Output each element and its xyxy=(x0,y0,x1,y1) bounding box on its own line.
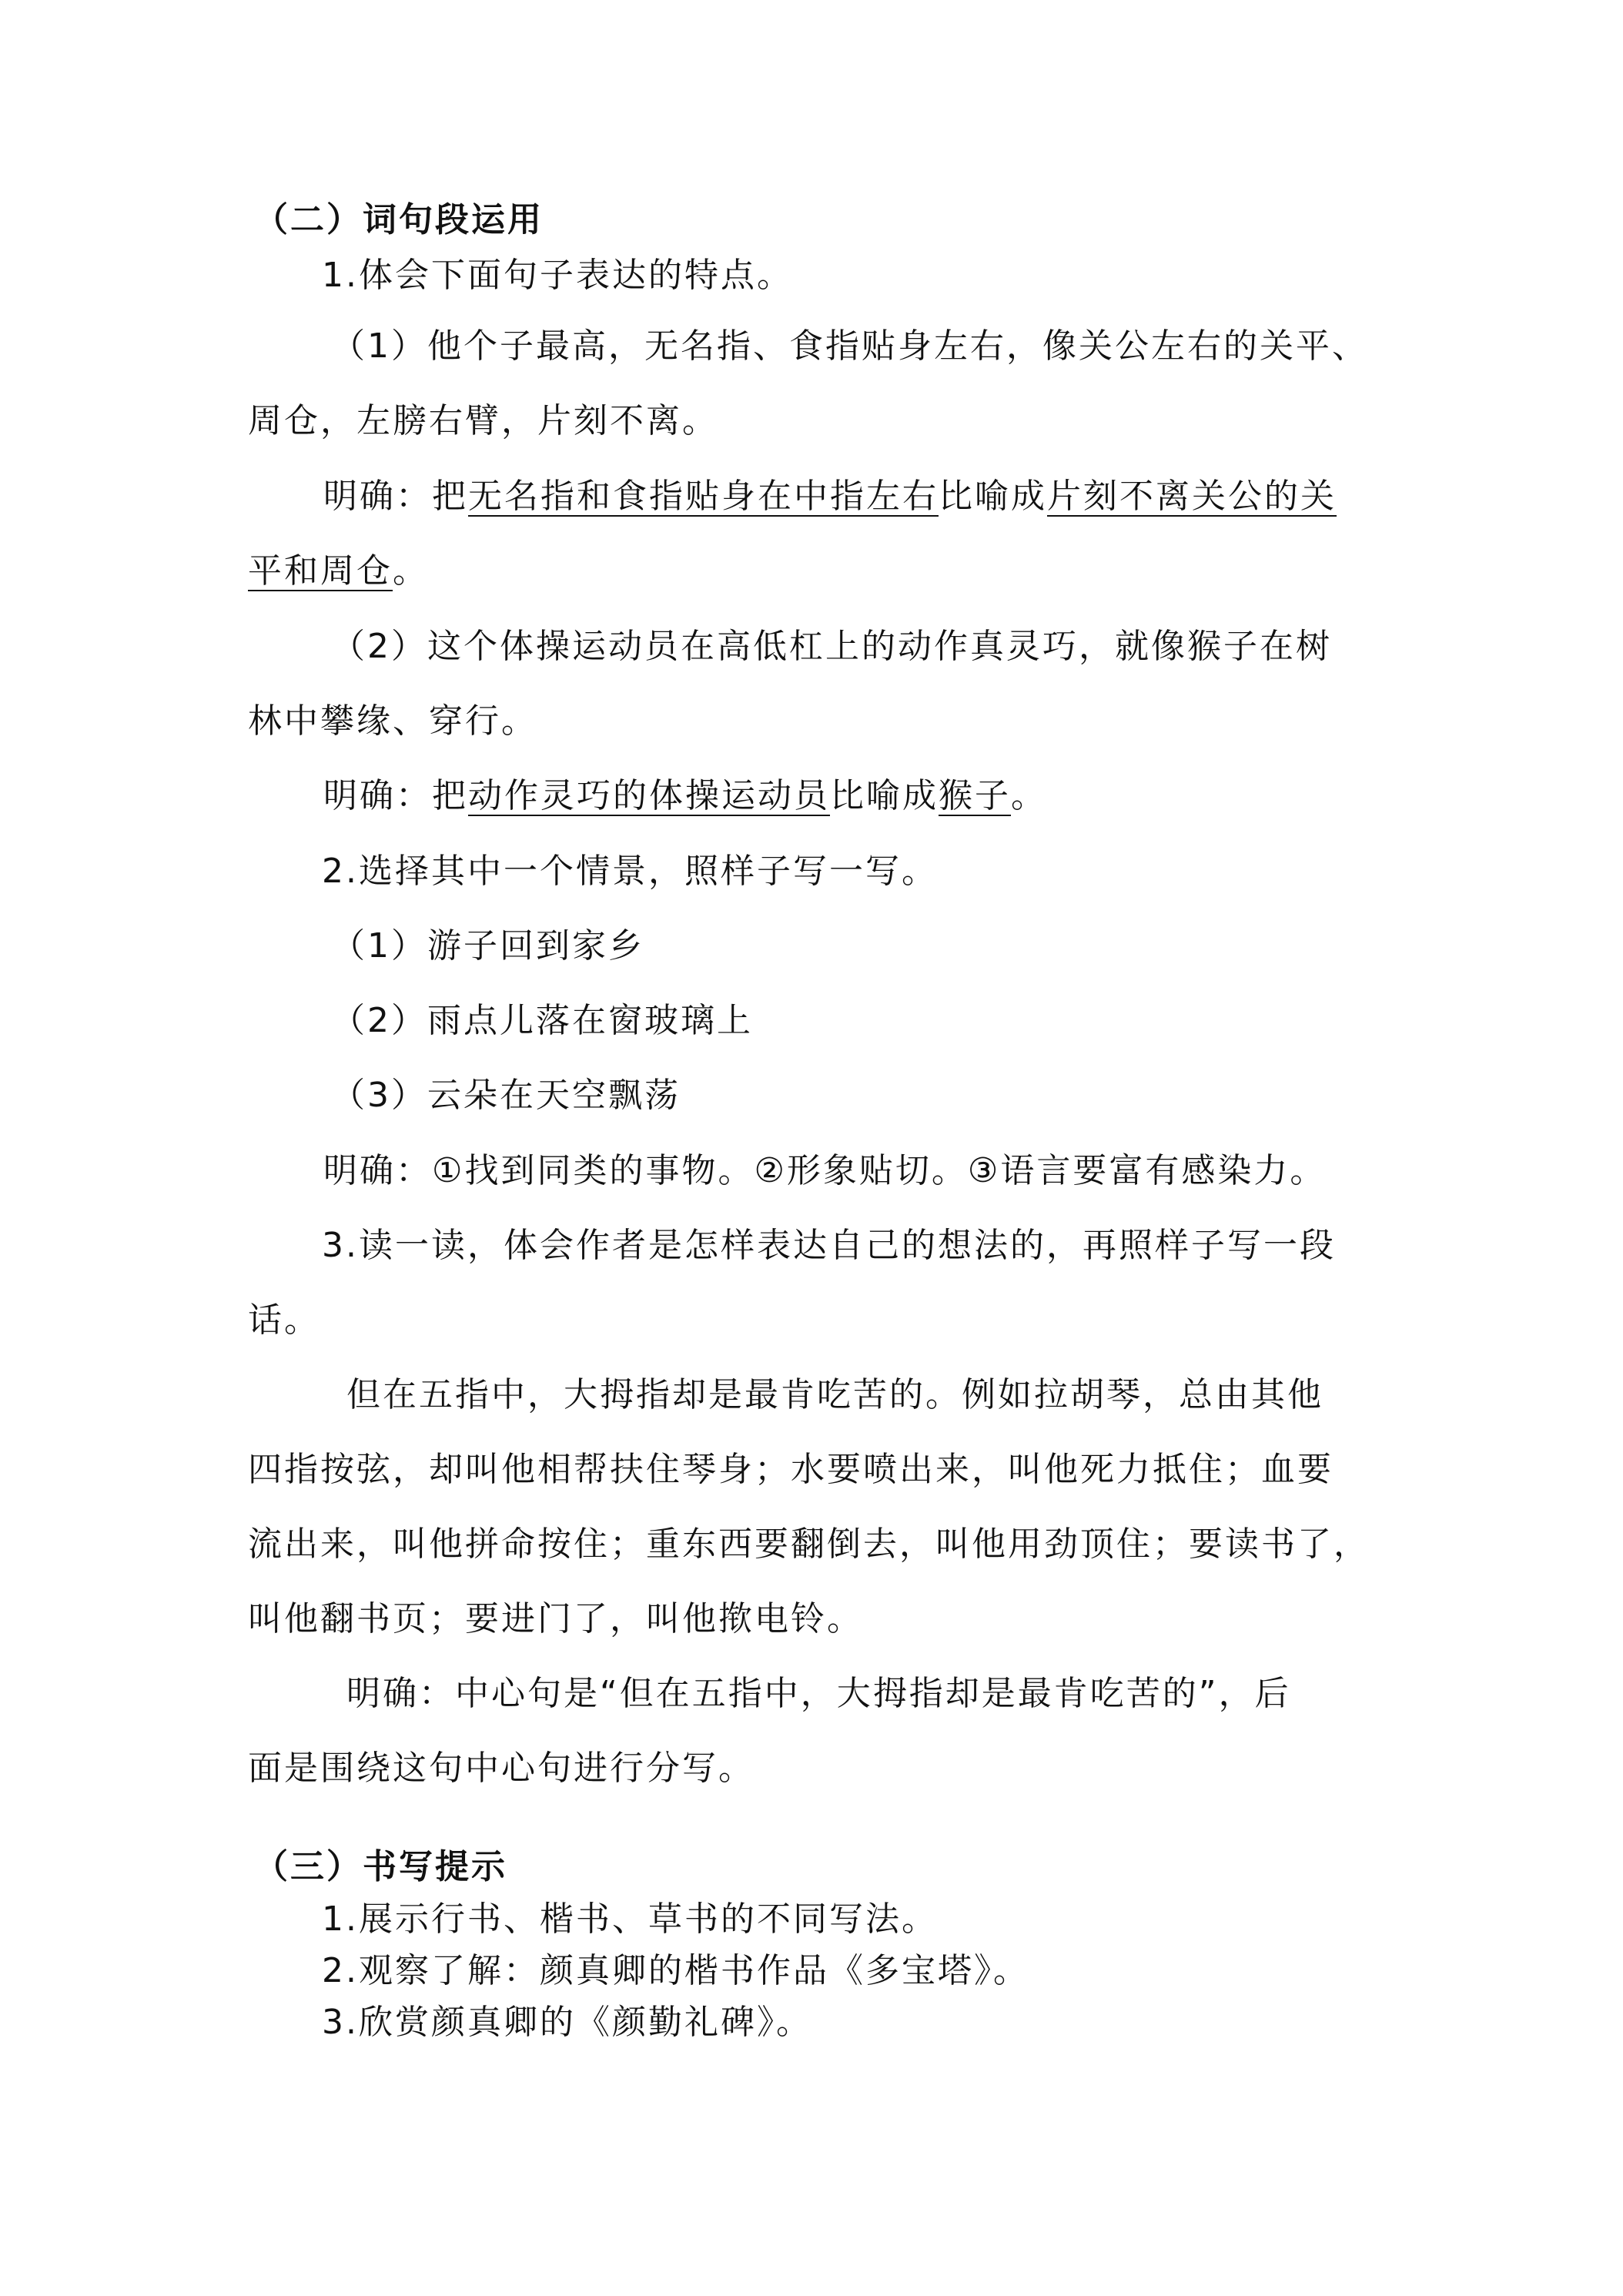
answer-line xyxy=(248,550,429,593)
question-title: 话。 xyxy=(248,1300,320,1340)
answer-line xyxy=(323,775,1047,818)
option-item: （1）游子回到家乡 xyxy=(331,926,644,966)
answer-line xyxy=(323,475,1337,518)
answer-prefix: 明确：把 xyxy=(323,477,468,516)
option-item: （3）云朵在天空飘荡 xyxy=(331,1076,681,1115)
example-sentence-line: 周仓，左膀右臂，片刻不离。 xyxy=(248,401,718,440)
section-heading: （二）词句段运用 xyxy=(254,200,544,239)
question-title: 1.体会下面句子表达的特点。 xyxy=(322,256,793,295)
example-sentence-line: 林中攀缘、穿行。 xyxy=(248,701,537,741)
answer-connector: 比喻成 xyxy=(939,477,1047,516)
answer-line: 明确：中心句是“但在五指中，大拇指却是最肯吃苦的”，后 xyxy=(346,1674,1291,1713)
example-sentence-line: （2）这个体操运动员在高低杠上的动作真灵巧，就像猴子在树 xyxy=(331,627,1332,666)
passage-line: 但在五指中，大拇指却是最肯吃苦的。例如拉胡琴，总由其他 xyxy=(346,1375,1323,1414)
option-item: （2）雨点儿落在窗玻璃上 xyxy=(331,1001,753,1040)
question-title: 2.选择其中一个情景，照样子写一写。 xyxy=(322,852,938,891)
answer-line: 明确：①找到同类的事物。②形象贴切。③语言要富有感染力。 xyxy=(323,1151,1327,1190)
underlined-phrase: 片刻不离关公的关 xyxy=(1047,477,1337,516)
list-item: 1.展示行书、楷书、草书的不同写法。 xyxy=(322,1899,938,1939)
underlined-phrase: 动作灵巧的体操运动员 xyxy=(468,776,830,815)
passage-line: 叫他翻书页；要进门了，叫他揿电铃。 xyxy=(248,1599,863,1638)
underlined-phrase: 平和周仓 xyxy=(248,551,393,591)
example-sentence-line: （1）他个子最高，无名指、食指贴身左右，像关公左右的关平、 xyxy=(331,326,1368,366)
list-item: 2.观察了解：颜真卿的楷书作品《多宝塔》。 xyxy=(322,1951,1029,1990)
passage-line: 四指按弦，却叫他相帮扶住琴身；水要喷出来，叫他死力抵住；血要 xyxy=(248,1450,1334,1489)
question-title: 3.读一读，体会作者是怎样表达自己的想法的，再照样子写一段 xyxy=(322,1226,1336,1265)
underlined-phrase: 猴子 xyxy=(939,776,1011,815)
answer-end: 。 xyxy=(1011,776,1047,815)
underlined-phrase: 无名指和食指贴身在中指左右 xyxy=(468,477,939,516)
section-heading: （三）书写提示 xyxy=(254,1847,507,1886)
passage-line: 流出来，叫他拼命按住；重东西要翻倒去，叫他用劲顶住；要读书了， xyxy=(248,1525,1370,1564)
answer-connector: 比喻成 xyxy=(830,776,939,815)
answer-end: 。 xyxy=(393,551,429,591)
answer-prefix: 明确：把 xyxy=(323,776,468,815)
list-item: 3.欣赏颜真卿的《颜勤礼碑》。 xyxy=(322,2003,812,2042)
answer-line: 面是围绕这句中心句进行分写。 xyxy=(248,1749,755,1788)
